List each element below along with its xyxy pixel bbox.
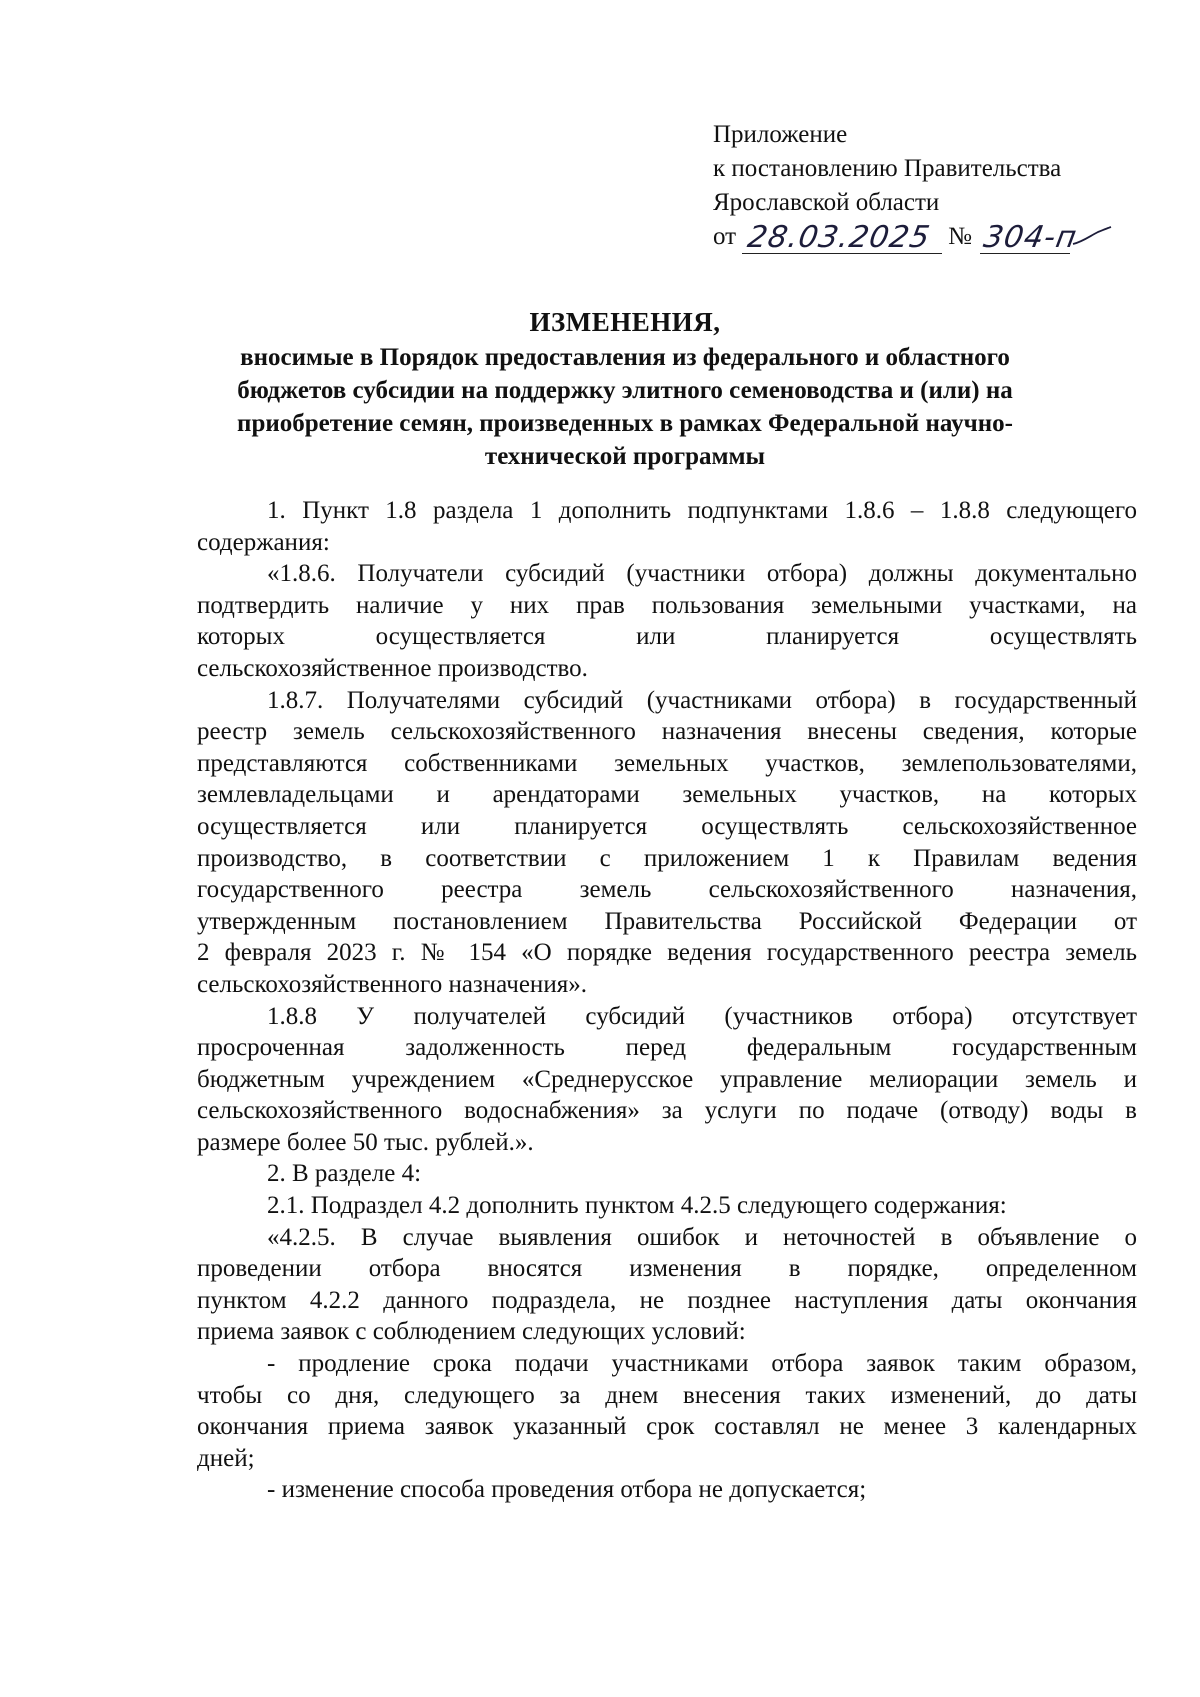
subtitle-line: технической программы (484, 443, 766, 470)
text-line: «4.2.5. В случае выявления ошибок и неточностей в объявление о (267, 1223, 1137, 1251)
handwritten-number-field (980, 220, 1080, 255)
paragraph-4-2-5 (197, 1222, 1137, 1348)
paragraph-1-8-8 (197, 1001, 1137, 1159)
paragraph-1 (197, 495, 1137, 558)
text-line: окончания приема заявок указанный срок составлял не менее 3 календарных (197, 1413, 1137, 1441)
text-line: 1. Пункт 1.8 раздела 1 дополнить подпунктами 1.8.6 – 1.8.8 следующего (267, 497, 1137, 524)
text-line: осуществляется или планируется осуществлять сельскохозяйственное (197, 812, 1137, 840)
text-line: реестр земель сельскохозяйственного назначения внесены сведения, которые (197, 718, 1137, 746)
text-line: сельскохозяйственное производство. (197, 654, 588, 682)
text-line: чтобы со дня, следующего за днем внесения таких изменений, до даты (197, 1381, 1137, 1409)
text-line: подтвердить наличие у них прав пользования земельными участками, на (197, 591, 1137, 619)
text-line: сельскохозяйственного назначения». (197, 970, 587, 998)
text-line: сельскохозяйственного водоснабжения» за услуги по подаче (отводу) воды в (197, 1097, 1137, 1125)
text-line: содержания: (197, 528, 330, 556)
approval-block (713, 118, 1133, 254)
paragraph-1-8-7 (197, 685, 1137, 1001)
text-line: которых осуществляется или планируется осуществлять (197, 623, 1137, 651)
text-line: дней; (197, 1444, 255, 1472)
text-line: приема заявок с соблюдением следующих условий: (197, 1318, 746, 1346)
text-line: государственного реестра земель сельскохозяйственного назначения, (197, 876, 1137, 904)
approval-line-resolution: к постановлению Правительства (713, 155, 1062, 182)
text-line: - изменение способа проведения отбора не допускается; (267, 1476, 867, 1504)
text-line: утвержденным постановлением Правительства Российской Федерации от (197, 907, 1137, 935)
subtitle-line: бюджетов субсидии на поддержку элитного семеноводства и (или) на (237, 377, 1013, 404)
document-title: ИЗМЕНЕНИЯ, (529, 307, 721, 337)
paragraph-condition-1 (197, 1348, 1137, 1474)
text-line: размере более 50 тыс. рублей.». (197, 1128, 534, 1156)
text-line: 2.1. Подраздел 4.2 дополнить пунктом 4.2.5 следующего содержания: (267, 1192, 1007, 1220)
approval-line-appendix: Приложение (713, 121, 848, 148)
approval-date-number-line (713, 220, 1133, 254)
text-line: - продление срока подачи участниками отбора заявок таким образом, (267, 1350, 1137, 1378)
handwritten-number: 304-п (980, 220, 1080, 255)
text-line: проведении отбора вносятся изменения в порядке, определенном (197, 1255, 1137, 1283)
text-line: «1.8.6. Получатели субсидий (участники отбора) должны документально (267, 560, 1137, 588)
number-sign: № (948, 223, 972, 250)
paragraph-condition-2 (197, 1474, 1137, 1506)
text-line: 1.8.8 У получателей субсидий (участников отбора) отсутствует (267, 1002, 1137, 1030)
subtitle-line: приобретение семян, произведенных в рамках Федеральной научно- (237, 410, 1013, 437)
text-line: просроченная задолженность перед федеральным государственным (197, 1034, 1137, 1062)
paragraph-2-1 (197, 1190, 1137, 1222)
document-body (197, 495, 1137, 1506)
document-subtitle (150, 341, 1100, 473)
date-prefix: от (713, 223, 737, 250)
handwritten-date: 28.03.2025 (745, 220, 934, 255)
text-line: представляются собственниками земельных участков, землепользователями, (197, 749, 1137, 777)
text-line: 1.8.7. Получателями субсидий (участниками отбора) в государственный (267, 686, 1137, 714)
text-line: пунктом 4.2.2 данного подраздела, не позднее наступления даты окончания (197, 1286, 1137, 1314)
text-line: землевладельцами и арендаторами земельных участков, на которых (197, 781, 1137, 809)
text-line: бюджетным учреждением «Среднерусское управление мелиорации земель и (197, 1065, 1137, 1093)
text-line: 2. В разделе 4: (267, 1160, 422, 1188)
paragraph-1-8-6 (197, 558, 1137, 684)
text-line: производство, в соответствии с приложением 1 к Правилам ведения (197, 844, 1137, 872)
subtitle-line: вносимые в Порядок предоставления из федерального и областного (240, 344, 1010, 371)
paragraph-2 (197, 1158, 1137, 1190)
approval-line-region: Ярославской области (713, 189, 940, 216)
text-line: 2 февраля 2023 г. № 154 «О порядке ведения государственного реестра земель (197, 939, 1137, 967)
handwritten-date-field (742, 220, 942, 255)
